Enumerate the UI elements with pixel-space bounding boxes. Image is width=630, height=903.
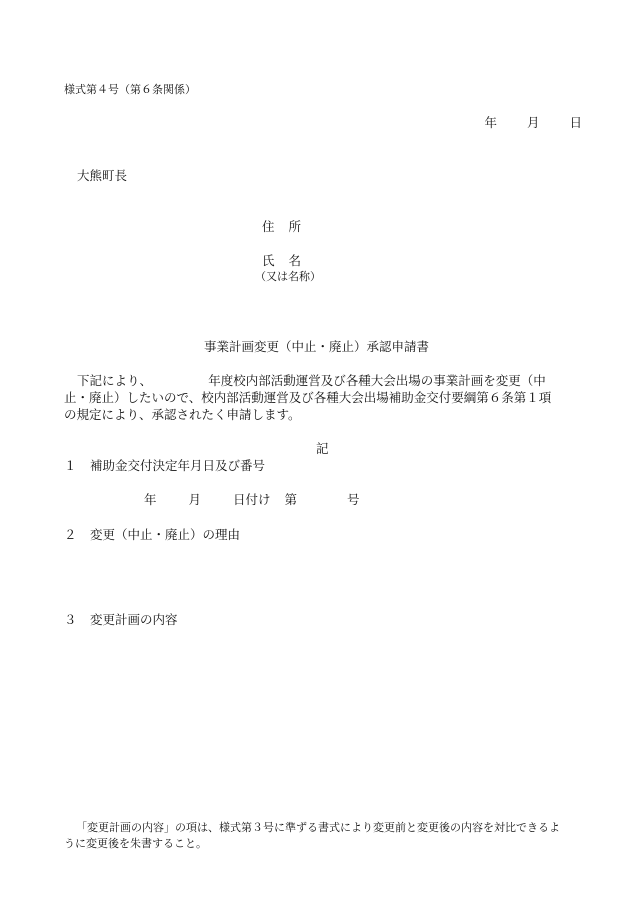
form-number: 様式第４号（第６条関係） (64, 83, 196, 96)
item-3 (64, 614, 178, 627)
decision-date-label: 日付け (233, 492, 271, 507)
footnote-line: うに変更後を朱書すること。 (64, 837, 207, 850)
item-number: ２ (64, 527, 77, 542)
name-label: 氏名 (262, 253, 316, 268)
decision-date-line (144, 494, 360, 507)
body-line: 下記により、 年度校内部活動運営及び各種大会出場の事業計画を変更（中 (77, 373, 546, 388)
address-label: 住所 (262, 219, 316, 234)
item-number: ３ (64, 612, 77, 627)
date-line (484, 117, 582, 130)
decision-number-prefix: 第 (284, 492, 298, 507)
body-paragraph (64, 372, 578, 423)
footnote (64, 820, 584, 852)
body-line: の規定により、承認されたく申請します。 (64, 407, 301, 422)
decision-year-label: 年 (144, 492, 157, 507)
document-title: 事業計画変更（中止・廃止）承認申請書 (204, 339, 430, 354)
item-2 (64, 529, 240, 542)
item-label: 補助金交付決定年月日及び番号 (90, 458, 266, 473)
recipient: 大熊町長 (77, 168, 128, 183)
date-month-label: 月 (526, 115, 540, 130)
name-note: （又は名称） (255, 270, 321, 283)
footnote-line: 「変更計画の内容」の項は、様式第３号に準ずる書式により変更前と変更後の内容を対比できるよ (76, 821, 560, 834)
item-number: １ (64, 458, 77, 473)
date-day-label: 日 (569, 115, 582, 130)
item-label: 変更（中止・廃止）の理由 (90, 527, 241, 542)
decision-month-label: 月 (188, 492, 202, 507)
item-1 (64, 460, 265, 473)
body-line: 止・廃止）したいので、校内部活動運営及び各種大会出場補助金交付要綱第６条第１項 (64, 390, 552, 405)
decision-number-suffix: 号 (347, 492, 360, 507)
ki-heading: 記 (316, 441, 329, 456)
item-label: 変更計画の内容 (90, 612, 178, 627)
date-year-label: 年 (484, 115, 497, 130)
